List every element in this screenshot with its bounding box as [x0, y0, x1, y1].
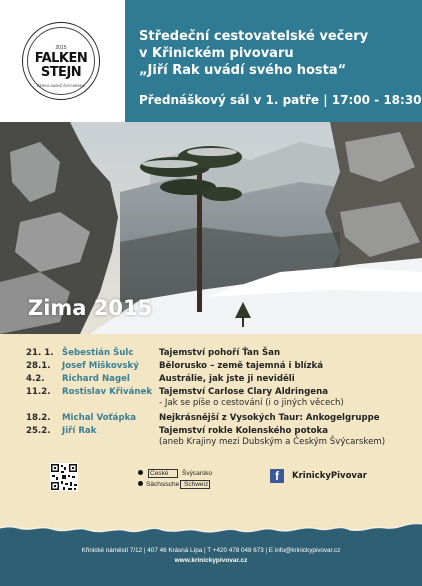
program-date: 18.2. — [26, 413, 51, 423]
title-line-2: v Křinickém pivovaru — [139, 46, 294, 61]
logo-year: 2015 — [55, 45, 67, 51]
program-speaker: Jiří Rak — [62, 426, 97, 436]
program-speaker: Josef Miškovský — [62, 361, 139, 371]
program-date: 25.2. — [26, 426, 51, 436]
season-title: Zima 2015 — [28, 296, 153, 320]
partner-text: Švýcarsko — [182, 470, 212, 477]
program-list — [0, 334, 422, 462]
program-date: 4.2. — [26, 374, 45, 384]
ceske-svycarsko-logo — [138, 469, 228, 491]
program-topic: Austrálie, jak jste ji neviděli — [159, 374, 295, 384]
program-topic: Tajemství rokle Kolenského potoka — [159, 426, 328, 436]
logo-word-stejn: STEJN — [40, 65, 82, 80]
logo-word-falken: FALKEN — [34, 51, 88, 66]
facebook-icon[interactable]: f — [270, 469, 284, 483]
rock-silhouette — [0, 510, 422, 550]
qr-code-icon[interactable] — [50, 463, 78, 491]
logo-dot — [138, 481, 143, 486]
program-topic-detail: - Jak se píše o cestování (i o jiných věcech) — [159, 398, 344, 408]
program-topic: Bělorusko – země tajemná i blízká — [159, 361, 324, 371]
program-topic: Nejkrásnější z Vysokých Taur: Ankogelgruppe — [159, 413, 380, 423]
program-speaker: Šebestián Šulc — [62, 348, 134, 358]
program-speaker: Michal Voťápka — [62, 413, 137, 423]
partner-text: Schweiz — [184, 481, 209, 488]
program-topic: Tajemství pohoří Ťan Šan — [159, 348, 281, 358]
program-speaker: Richard Nagel — [62, 374, 130, 384]
program-topic: Tajemství Carlose Clary Aldringena — [159, 387, 329, 397]
logo-ring-text: ČESKO-SASKÉ ŠVÝCARSKO — [37, 84, 85, 88]
header-band — [125, 0, 422, 122]
program-date: 11.2. — [26, 387, 51, 397]
partner-text: Sächsische — [146, 481, 180, 488]
hall-info: Přednáškový sál v 1. patře | 17:00 - 18:30 — [139, 93, 422, 107]
title-line-3: „Jiří Rak uvádí svého hosta“ — [139, 63, 347, 78]
facebook-handle[interactable]: KrinickyPivovar — [292, 471, 367, 481]
footer-website-link[interactable]: www.krinickypivovar.cz — [174, 557, 248, 564]
footer-address: Křinické náměstí 7/12 | 407 46 Krásná Lípa | T +420 478 048 673 | E info@krinickypivovar.cz — [81, 547, 341, 554]
program-speaker: Rostislav Křivánek — [62, 387, 153, 397]
program-topic-detail: (aneb Krajiny mezi Dubským a Českým Švýcarskem) — [159, 437, 386, 447]
program-date: 28.1. — [26, 361, 51, 371]
program-date: 21. 1. — [26, 348, 54, 358]
title-line-1: Středeční cestovatelské večery — [139, 29, 369, 44]
logo-dot — [138, 470, 143, 475]
partner-text: České — [150, 470, 169, 477]
falkenstejn-logo — [0, 0, 125, 122]
